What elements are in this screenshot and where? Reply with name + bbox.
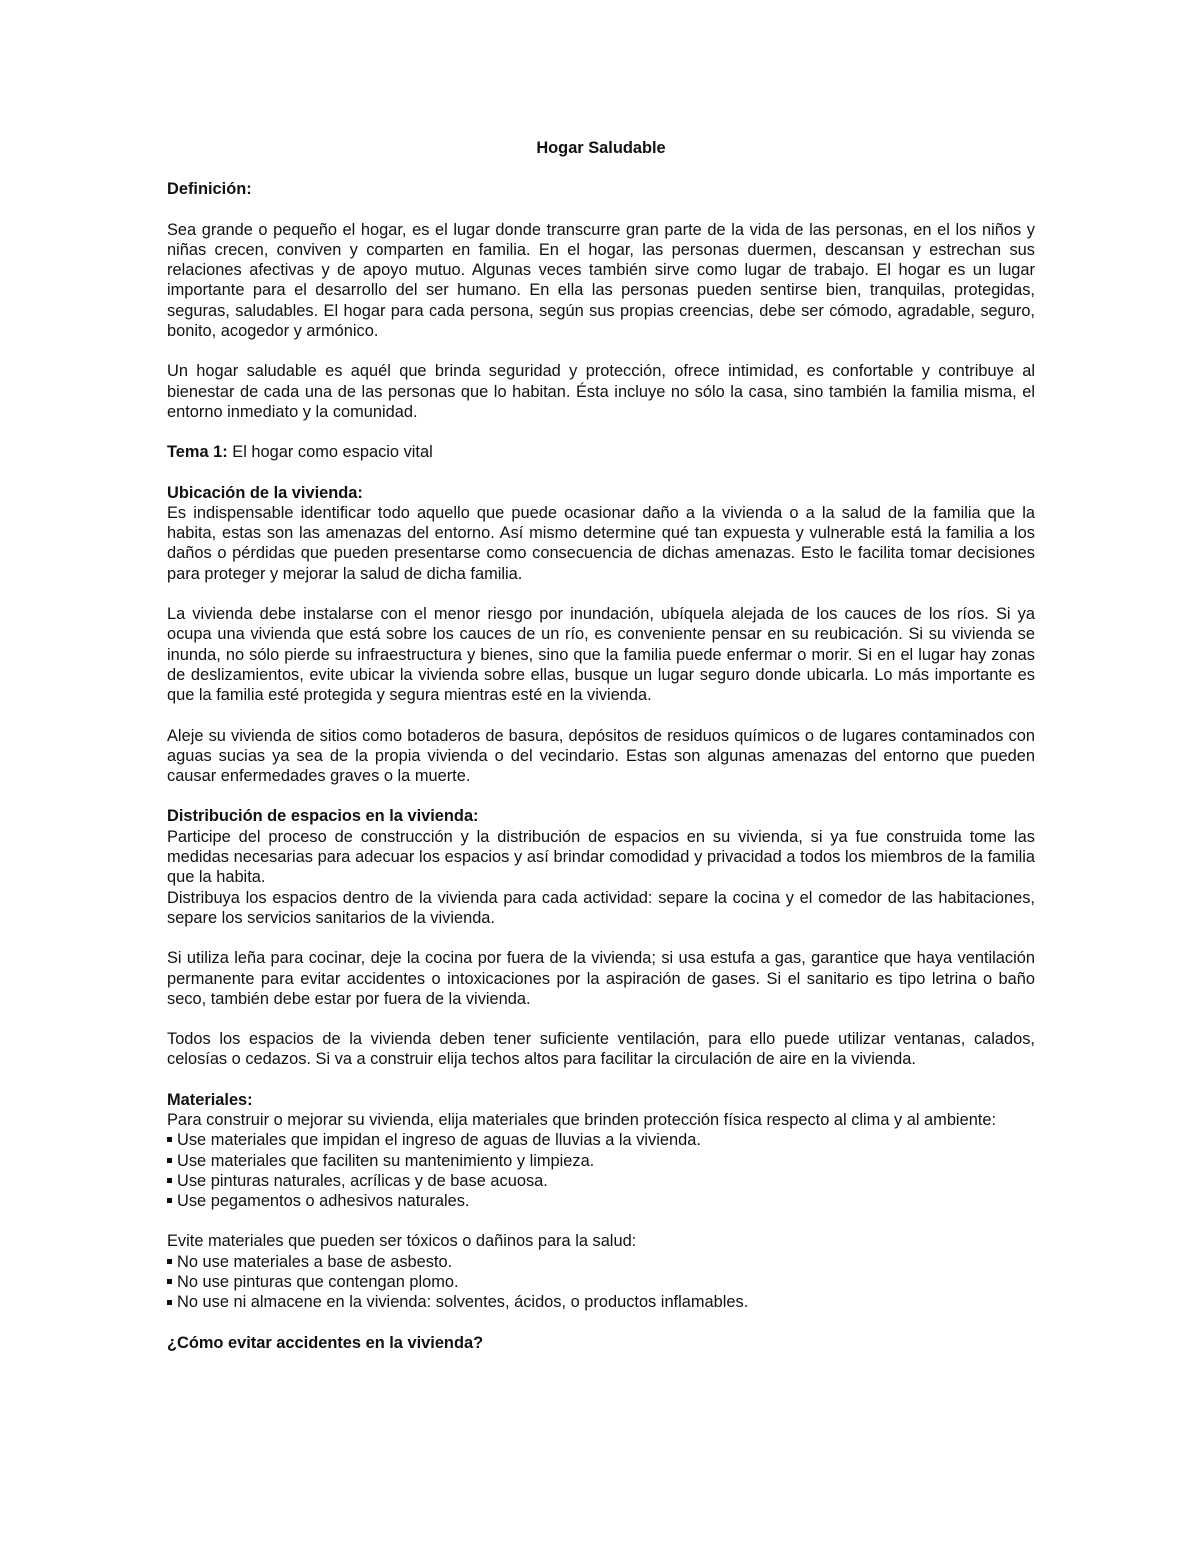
bullet-icon xyxy=(167,1300,172,1305)
document-title: Hogar Saludable xyxy=(536,139,666,157)
paragraph: Si utiliza leña para cocinar, deje la cocina por fuera de la vivienda; si usa estufa a gas, garantice que haya ventilación permanente para evitar accidentes o intoxicaciones por la aspiración de gases. Si el sanitario es tipo letrina o baño seco, también debe estar por fuera de la vivienda. xyxy=(167,949,1035,1008)
section-heading-materiales: Materiales: xyxy=(167,1090,253,1109)
bullet-icon xyxy=(167,1137,172,1142)
section-heading-ubicacion: Ubicación de la vivienda: xyxy=(167,483,363,502)
list-item xyxy=(167,1171,1035,1191)
list-item-text: Use materiales que faciliten su mantenimiento y limpieza. xyxy=(177,1151,595,1170)
list-item xyxy=(167,1272,1035,1292)
paragraph: Aleje su vivienda de sitios como botaderos de basura, depósitos de residuos químicos o de lugares contaminados con aguas sucias ya sea de la propia vivienda o del vecindario. Estas son algunas amenazas del entorno que pueden causar enfermedades graves o la muerte. xyxy=(167,726,1035,786)
section-heading-distribucion: Distribución de espacios en la vivienda: xyxy=(167,807,479,826)
list-item-text: Use materiales que impidan el ingreso de aguas de lluvias a la vivienda. xyxy=(177,1131,701,1150)
bullet-icon xyxy=(167,1178,172,1183)
list-item-text: No use materiales a base de asbesto. xyxy=(177,1252,453,1271)
paragraph: Distribuya los espacios dentro de la vivienda para cada actividad: separe la cocina y el comedor de las habitaciones, separe los servicios sanitarios de la vivienda. xyxy=(167,888,1035,927)
document-page xyxy=(167,138,1035,1353)
list-item-text: No use pinturas que contengan plomo. xyxy=(177,1273,459,1292)
list-item xyxy=(167,1191,1035,1211)
paragraph: Sea grande o pequeño el hogar, es el lugar donde transcurre gran parte de la vida de las personas, en el los niños y niñas crecen, conviven y comparten en familia. En el hogar, las personas duermen, descansan y estrechan sus relaciones afectivas y de apoyo mutuo. Algunas veces también sirve como lugar de trabajo. El hogar es un lugar importante para el desarrollo del ser humano. En ella las personas pueden sentirse bien, tranquilas, protegidas, seguras, saludables. El hogar para cada persona, según sus propias creencias, debe ser cómodo, agradable, seguro, bonito, acogedor y armónico. xyxy=(167,220,1035,341)
list-item-text: No use ni almacene en la vivienda: solventes, ácidos, o productos inflamables. xyxy=(177,1293,749,1312)
bullet-icon xyxy=(167,1279,172,1284)
section-heading-definicion: Definición: xyxy=(167,180,252,199)
list-item xyxy=(167,1252,1035,1272)
list-item xyxy=(167,1292,1035,1312)
list-item-text: Use pinturas naturales, acrílicas y de base acuosa. xyxy=(177,1171,548,1190)
bullet-icon xyxy=(167,1158,172,1163)
list-item xyxy=(167,1151,1035,1171)
paragraph: Es indispensable identificar todo aquello que puede ocasionar daño a la vivienda o a la salud de la familia que la habita, estas son las amenazas del entorno. Así mismo determine qué tan expuesta y vulnerable está la familia a los daños o pérdidas que pueden presentarse como consecuencia de dichas amenazas. Esto le facilita tomar decisiones para proteger y mejorar la salud de dicha familia. xyxy=(167,503,1035,583)
section-heading-accidentes: ¿Cómo evitar accidentes en la vivienda? xyxy=(167,1333,484,1352)
bullet-icon xyxy=(167,1198,172,1203)
tema-label: Tema 1: xyxy=(167,443,228,462)
paragraph: Evite materiales que pueden ser tóxicos o dañinos para la salud: xyxy=(167,1232,637,1251)
paragraph: La vivienda debe instalarse con el menor riesgo por inundación, ubíquela alejada de los cauces de los ríos. Si ya ocupa una vivienda que está sobre los cauces de un río, es conveniente pensar en su reubicación. Si su vivienda se inunda, no sólo pierde su infraestructura y bienes, sino que la familia puede enfermar o morir. Si en el lugar hay zonas de deslizamientos, evite ubicar la vivienda sobre ellas, busque un lugar seguro donde ubicarla. Lo más importante es que la familia esté protegida y segura mientras esté en la vivienda. xyxy=(167,605,1035,705)
paragraph: Todos los espacios de la vivienda deben tener suficiente ventilación, para ello puede utilizar ventanas, calados, celosías o cedazos. Si va a construir elija techos altos para facilitar la circulación de aire en la vivienda. xyxy=(167,1030,1035,1069)
paragraph: Un hogar saludable es aquél que brinda seguridad y protección, ofrece intimidad, es confortable y contribuye al bienestar de cada una de las personas que lo habitan. Ésta incluye no sólo la casa, sino también la familia misma, el entorno inmediato y la comunidad. xyxy=(167,362,1035,421)
bullet-list-use xyxy=(167,1130,1035,1211)
tema-text: El hogar como espacio vital xyxy=(227,443,433,462)
bullet-list-avoid xyxy=(167,1252,1035,1313)
bullet-icon xyxy=(167,1259,172,1264)
list-item xyxy=(167,1130,1035,1150)
list-item-text: Use pegamentos o adhesivos naturales. xyxy=(177,1192,470,1211)
paragraph: Para construir o mejorar su vivienda, elija materiales que brinden protección física respecto al clima y al ambiente: xyxy=(167,1110,997,1129)
tema-line xyxy=(167,442,1035,462)
paragraph: Participe del proceso de construcción y la distribución de espacios en su vivienda, si ya fue construida tome las medidas necesarias para adecuar los espacios y así brindar comodidad y privacidad a todos los miembros de la familia que la habita. xyxy=(167,827,1035,887)
